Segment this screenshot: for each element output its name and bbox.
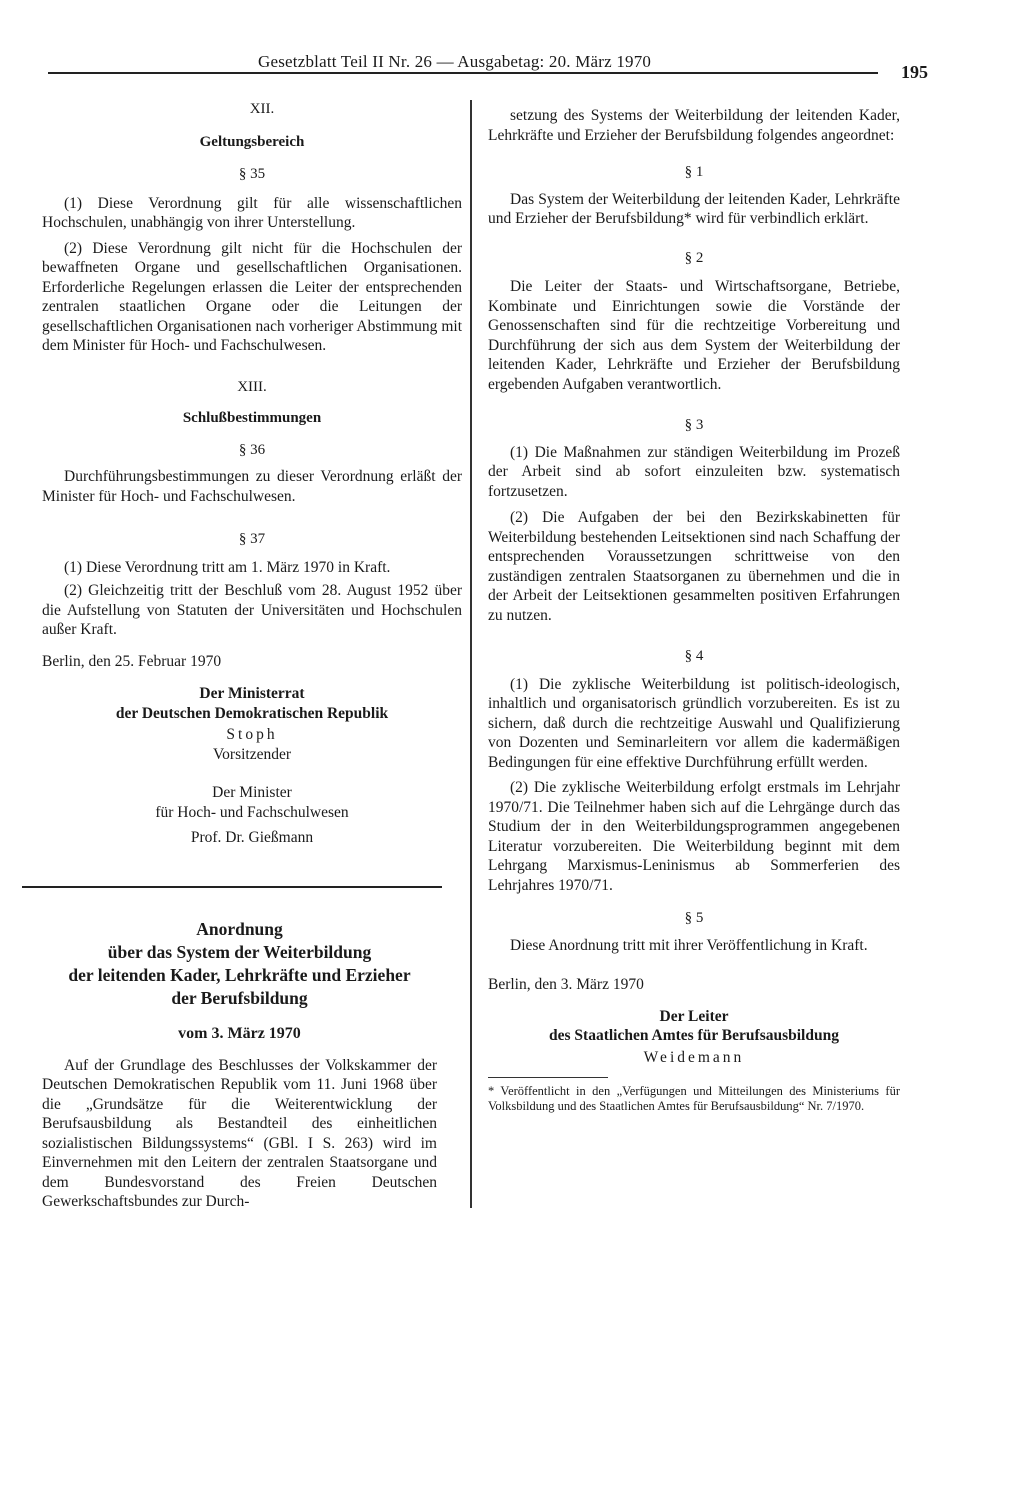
signing-date: Berlin, den 25. Februar 1970	[42, 652, 222, 670]
section-1: § 1	[684, 164, 704, 180]
header-title: Gesetzblatt Teil II Nr. 26 — Ausgabetag: 20. März 1970	[258, 52, 652, 71]
footnote: * Veröffentlicht in den „Verfügungen und Mitteilungen des Ministeriums für Volksbildung und des Staatlichen Amtes für Berufsausbildung“ Nr. 7/1970.	[488, 1084, 900, 1113]
section-2-text: Die Leiter der Staats- und Wirtschaftsorgane, Betriebe, Kombinate und Einrichtungen sowie die Vorstände der Genossenschaften sind für die rechtzeitige Vorbereitung und Durchführung der sich aus dem System der Weiterbildung der leitenden Kader, Lehrkräfte und Erzieher der Berufsbildung ergebenden Aufgaben verantwortlich.	[488, 278, 900, 393]
p35-2: (2) Diese Verordnung gilt nicht für die Hochschulen der bewaffneten Organe und gesellschaftlichen Organisationen. Erforderliche Regelungen erlassen die Leiter der entsprechenden zentralen staatlichen Organe oder die Leitungen der gesellschaftlichen Organisationen nach vorheriger Abstimmung mit dem Minister für Hoch- und Fachschulwesen.	[42, 239, 462, 354]
section-3: § 3	[684, 417, 704, 433]
paragraph-36: § 36	[238, 441, 266, 458]
anordnung-title-1: Anordnung	[196, 919, 283, 939]
signatory-giessmann: Prof. Dr. Gießmann	[190, 829, 314, 846]
section-5: § 5	[684, 910, 704, 926]
header-rule	[48, 72, 878, 74]
signatory-stoph: Stoph	[226, 726, 278, 743]
p36-text: Durchführungsbestimmungen zu dieser Verordnung erläßt der Minister für Hoch- und Fachschulwesen.	[42, 468, 462, 505]
leiter-line-1: Der Leiter	[659, 1007, 729, 1025]
heading-schlussbestimmungen: Schlußbestimmungen	[182, 410, 322, 426]
section-1-text: Das System der Weiterbildung der leitenden Kader, Lehrkräfte und Erzieher der Berufsbildung* wird für verbindlich erklärt.	[488, 190, 900, 227]
anordnung-date: vom 3. März 1970	[178, 1025, 301, 1042]
column-divider	[470, 100, 472, 1208]
footnote-rule	[488, 1077, 608, 1078]
signatory-weidemann: Weidemann	[643, 1048, 745, 1066]
section-rule	[22, 886, 442, 888]
page-number: 195	[901, 62, 928, 82]
title-vorsitzender: Vorsitzender	[212, 745, 292, 763]
minister-line-1: Der Minister	[212, 784, 292, 801]
section-4: § 4	[684, 648, 704, 664]
anordnung-title-4: der Berufsbildung	[171, 988, 308, 1008]
page-header	[48, 52, 928, 82]
intro-continuation: setzung des Systems der Weiterbildung der leitenden Kader, Lehrkräfte und Erzieher der Berufsbildung folgendes angeordnet:	[488, 107, 900, 144]
section-4-1: (1) Die zyklische Weiterbildung ist politisch-ideologisch, inhaltlich und organisatorisch gründlich vorzubereiten. Es ist zu sichern, daß durch die rechtzeitige Auswahl und Qualifizierung von Dozenten und Seminarleitern vor allem die kadermäßigen Bedingungen für eine effektive Durchführung erfüllt werden.	[488, 675, 900, 771]
section-xiii: XIII.	[237, 378, 267, 395]
ministerrat-line-1: Der Ministerrat	[199, 685, 305, 702]
leiter-line-2: des Staatlichen Amtes für Berufsausbildung	[549, 1027, 839, 1044]
p37-2: (2) Gleichzeitig tritt der Beschluß vom 28. August 1952 über die Aufstellung von Statuten der Universitäten und Hochschulen außer Kraft.	[42, 582, 462, 638]
paragraph-35: § 35	[238, 166, 266, 182]
section-4-2: (2) Die zyklische Weiterbildung erfolgt erstmals im Lehrjahr 1970/71. Die Teilnehmer haben sich auf die Lehrgänge durch das Studium der in den Weiterbildungsprogrammen angegebenen Literatur vorzubereiten. Die Weiterbildung beginnt mit dem Lehrgang Marxismus-Leninismus ab Sommerferien des Lehrjahres 1970/71.	[488, 779, 900, 894]
p35-1: (1) Diese Verordnung gilt für alle wissenschaftlichen Hochschulen, unabhängig von ihrer Unterstellung.	[42, 194, 462, 231]
heading-geltungsbereich: Geltungsbereich	[199, 133, 305, 150]
section-2: § 2	[684, 249, 704, 266]
anordnung-title-2: über das System der Weiterbildung	[107, 942, 372, 962]
left-column-bottom	[42, 918, 437, 1212]
paragraph-37: § 37	[238, 531, 266, 547]
section-3-2: (2) Die Aufgaben der bei den Bezirkskabinetten für Weiterbildung bestehenden Leitsektionen sind nach Schaffung der entsprechenden Voraussetzungen schrittweise von den zuständigen zentralen Staatsorganen zu übernehmen und die in der Arbeit der Leitsektionen gesammelten positiven Erfahrungen zu nutzen.	[488, 509, 900, 624]
signing-date-right: Berlin, den 3. März 1970	[488, 976, 644, 993]
right-column	[488, 106, 900, 1114]
section-3-1: (1) Die Maßnahmen zur ständigen Weiterbildung im Prozeß der Arbeit sind ab sofort einzuleiten bzw. systematisch fortzusetzen.	[488, 443, 900, 500]
left-column-top	[42, 100, 462, 848]
ministerrat-line-2: der Deutschen Demokratischen Republik	[115, 704, 389, 722]
section-5-text: Diese Anordnung tritt mit ihrer Veröffentlichung in Kraft.	[510, 936, 868, 954]
section-xii: XII.	[249, 101, 275, 117]
minister-line-2: für Hoch- und Fachschulwesen	[155, 803, 349, 821]
p37-1: (1) Diese Verordnung tritt am 1. März 1970 in Kraft.	[64, 558, 391, 576]
anordnung-title-3: der leitenden Kader, Lehrkräfte und Erzieher	[68, 965, 411, 985]
anordnung-intro: Auf der Grundlage des Beschlusses der Volkskammer der Deutschen Demokratischen Republik vom 11. Juni 1968 über die „Grundsätze für die Weiterentwicklung der Berufsausbildung als Bestandteil des einheitlichen sozialistischen Bildungssystems“ (GBl. I S. 263) wird im Einvernehmen mit den Leitern der zentralen Staatsorgane und dem Bundesvorstand des Freien Deutschen Gewerkschaftsbundes zur Durch-	[42, 1056, 437, 1210]
